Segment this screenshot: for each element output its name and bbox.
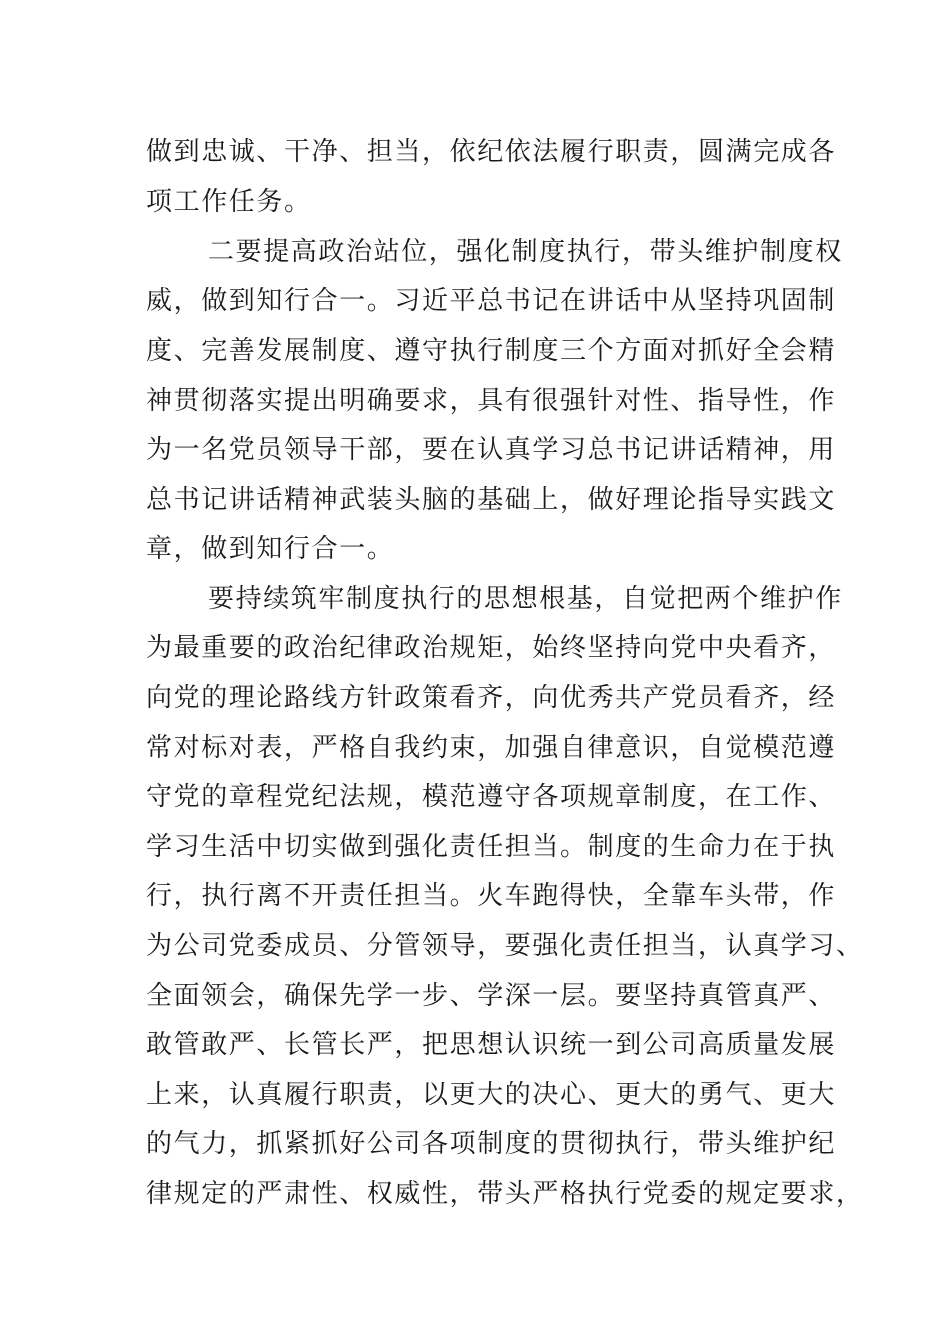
- text-line: 向党的理论路线方针政策看齐，向优秀共产党员看齐，经: [146, 683, 837, 713]
- text-line: 全面领会，确保先学一步、学深一层。要坚持真管真严、: [146, 981, 837, 1011]
- text-line: 为一名党员领导干部，要在认真学习总书记讲话精神，用: [146, 435, 837, 465]
- text-line: 威，做到知行合一。习近平总书记在讲话中从坚持巩固制: [146, 286, 837, 316]
- text-line: 章，做到知行合一。: [146, 534, 395, 564]
- text-line: 律规定的严肃性、权威性，带头严格执行党委的规定要求，: [146, 1179, 864, 1209]
- text-line: 做到忠诚、干净、担当，依纪依法履行职责，圆满完成各: [146, 137, 837, 167]
- text-line: 行，执行离不开责任担当。火车跑得快，全靠车头带，作: [146, 881, 837, 911]
- text-line: 常对标对表，严格自我约束，加强自律意识，自觉模范遵: [146, 733, 837, 763]
- text-line: 敢管敢严、长管长严，把思想认识统一到公司高质量发展: [146, 1030, 837, 1060]
- text-line: 守党的章程党纪法规，模范遵守各项规章制度，在工作、: [146, 782, 837, 812]
- text-line: 要持续筑牢制度执行的思想根基，自觉把两个维护作: [208, 584, 843, 614]
- text-line: 为最重要的政治纪律政治规矩，始终坚持向党中央看齐，: [146, 633, 837, 663]
- text-line: 项工作任务。: [146, 187, 312, 217]
- text-line: 度、完善发展制度、遵守执行制度三个方面对抓好全会精: [146, 336, 837, 366]
- text-line: 为公司党委成员、分管领导，要强化责任担当，认真学习、: [146, 931, 864, 961]
- text-line: 总书记讲话精神武装头脑的基础上，做好理论指导实践文: [146, 485, 837, 515]
- text-line: 上来，认真履行职责，以更大的决心、更大的勇气、更大: [146, 1080, 837, 1110]
- text-line: 学习生活中切实做到强化责任担当。制度的生命力在于执: [146, 832, 837, 862]
- text-line: 的气力，抓紧抓好公司各项制度的贯彻执行，带头维护纪: [146, 1129, 837, 1159]
- text-line: 二要提高政治站位，强化制度执行，带头维护制度权: [208, 237, 843, 267]
- text-line: 神贯彻落实提出明确要求，具有很强针对性、指导性，作: [146, 386, 837, 416]
